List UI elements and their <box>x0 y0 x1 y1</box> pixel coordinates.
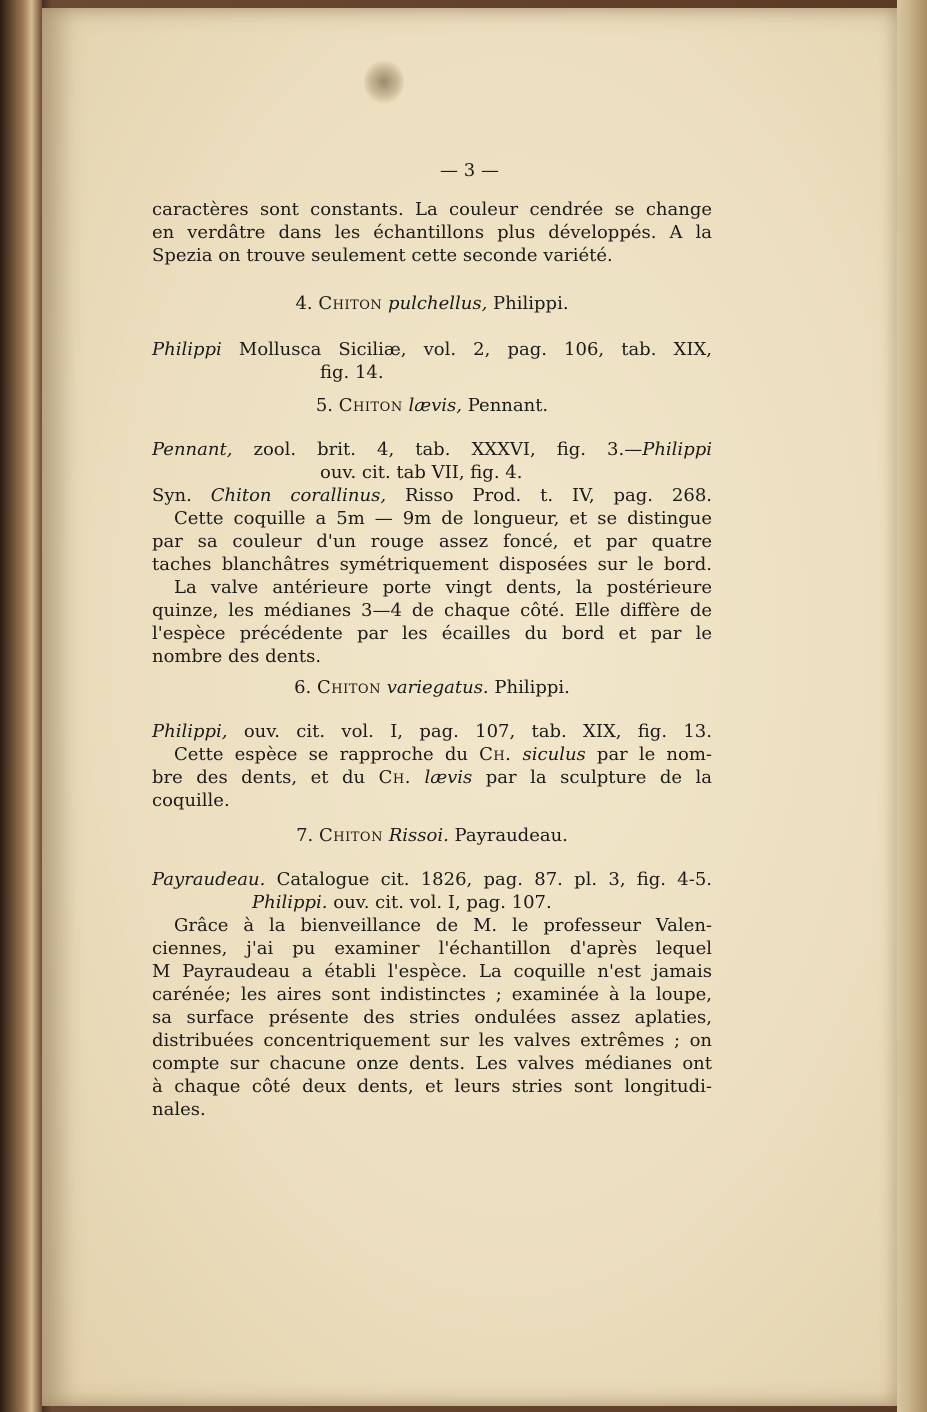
text-fragment: lævis <box>424 767 473 788</box>
syn-reference: Risso Prod. t. IV, pag. 268. <box>404 485 712 506</box>
intro-paragraph <box>152 198 712 267</box>
text-line: Spezia on trouve seulement cette seconde variété. <box>152 245 613 266</box>
species-author: Philippi. <box>494 677 570 698</box>
text-line: ciennes, j'ai pu examiner l'échantillon d'après lequel <box>152 938 712 959</box>
species-heading-4 <box>152 292 712 315</box>
ref-text: ouv. cit. vol. I, pag. 107, tab. XIX, fig. 13. <box>243 721 712 742</box>
reference-4 <box>152 338 712 384</box>
species-name: lævis, <box>408 395 462 416</box>
text-line: Grâce à la bienveillance de M. le professeur Valen- <box>174 915 712 936</box>
species-heading-6 <box>152 676 712 699</box>
text-line: l'espèce précédente par les écailles du bord et par le <box>152 623 712 644</box>
reference-7 <box>152 868 712 914</box>
syn-species: Chiton corallinus, <box>210 485 387 506</box>
text-fragment: Cette espèce se rapproche du <box>174 744 468 765</box>
genus-name: Chiton <box>317 677 381 698</box>
text-line: La valve antérieure porte vingt dents, la postérieure <box>174 577 712 598</box>
reference-6 <box>152 720 712 743</box>
text-line: distribuées concentriquement sur les valves extrêmes ; on <box>152 1030 712 1051</box>
text-line: quinze, les médianes 3—4 de chaque côté. Elle diffère de <box>152 600 712 621</box>
species-number: 7. <box>296 825 314 846</box>
species-heading-7 <box>152 824 712 847</box>
text-fragment: siculus <box>522 744 586 765</box>
text-line: compte sur chacune onze dents. Les valves médianes ont <box>152 1053 712 1074</box>
species-heading-5 <box>152 394 712 417</box>
text-fragment: par la sculpture de la <box>485 767 713 788</box>
text-line: caractères sont constants. La couleur cendrée se change <box>152 199 712 220</box>
ref-author: Philippi, <box>152 721 228 742</box>
genus-name: Chiton <box>318 293 383 314</box>
genus-name: Chiton <box>338 395 403 416</box>
ref-text: zool. brit. 4, tab. XXXVI, fig. 3.— <box>253 439 643 460</box>
ref-text: ouv. cit. tab VII, fig. 4. <box>320 462 523 483</box>
text-line: par sa couleur d'un rouge assez foncé, et par quatre <box>152 531 712 552</box>
species-name: variegatus. <box>386 677 489 698</box>
species-number: 4. <box>295 293 313 314</box>
species-author: Philippi. <box>493 293 569 314</box>
text-fragment: bre des dents, et du <box>152 767 366 788</box>
text-line: en verdâtre dans les échantillons plus développés. A la <box>152 222 712 243</box>
ref-author: Philippi <box>642 439 712 460</box>
text-line: nales. <box>152 1099 206 1120</box>
species-author: Payraudeau. <box>454 825 568 846</box>
text-line: Cette coquille a 5m — 9m de longueur, et se distingue <box>174 508 712 529</box>
ref-text: Catalogue cit. 1826, pag. 87. pl. 3, fig. 4-5. <box>276 869 712 890</box>
text-line: carénée; les aires sont indistinctes ; examinée à la loupe, <box>152 984 712 1005</box>
ref-author: Pennant, <box>152 439 233 460</box>
syn-label: Syn. <box>152 485 192 506</box>
book-page <box>42 8 897 1406</box>
text-line: taches blanchâtres symétriquement disposées sur le bord. <box>152 554 712 575</box>
ref-author: Philippi. <box>252 892 328 913</box>
page-stain <box>364 60 404 104</box>
page-number: — 3 — <box>440 160 499 181</box>
ref-text: ouv. cit. vol. I, pag. 107. <box>333 892 552 913</box>
text-fragment: Ch. <box>479 744 512 765</box>
text-line: coquille. <box>152 790 230 811</box>
right-page-edge <box>897 0 927 1412</box>
left-page-edge <box>0 0 42 1412</box>
genus-name: Chiton <box>319 825 383 846</box>
species-name: Rissoi. <box>388 825 449 846</box>
species-number: 5. <box>315 395 334 416</box>
text-line: M Payraudeau a établi l'espèce. La coquille n'est jamais <box>152 961 712 982</box>
text-line: sa surface présente des stries ondulées assez aplaties, <box>152 1007 712 1028</box>
description-7 <box>152 914 712 1121</box>
text-fragment: Ch. <box>378 767 411 788</box>
reference-5 <box>152 438 712 507</box>
species-name: pulchellus, <box>388 293 488 314</box>
species-number: 6. <box>294 677 312 698</box>
description-5 <box>152 507 712 668</box>
ref-text: Mollusca Siciliæ, vol. 2, pag. 106, tab. XIX, <box>238 339 712 360</box>
text-fragment: par le nom- <box>596 744 712 765</box>
text-line: nombre des dents. <box>152 646 322 667</box>
ref-author: Philippi <box>152 339 222 360</box>
description-6 <box>152 743 712 812</box>
text-line: à chaque côté deux dents, et leurs stries sont longitudi- <box>152 1076 712 1097</box>
ref-text: fig. 14. <box>320 362 384 383</box>
species-author: Pennant. <box>467 395 549 416</box>
ref-author: Payraudeau. <box>152 869 266 890</box>
